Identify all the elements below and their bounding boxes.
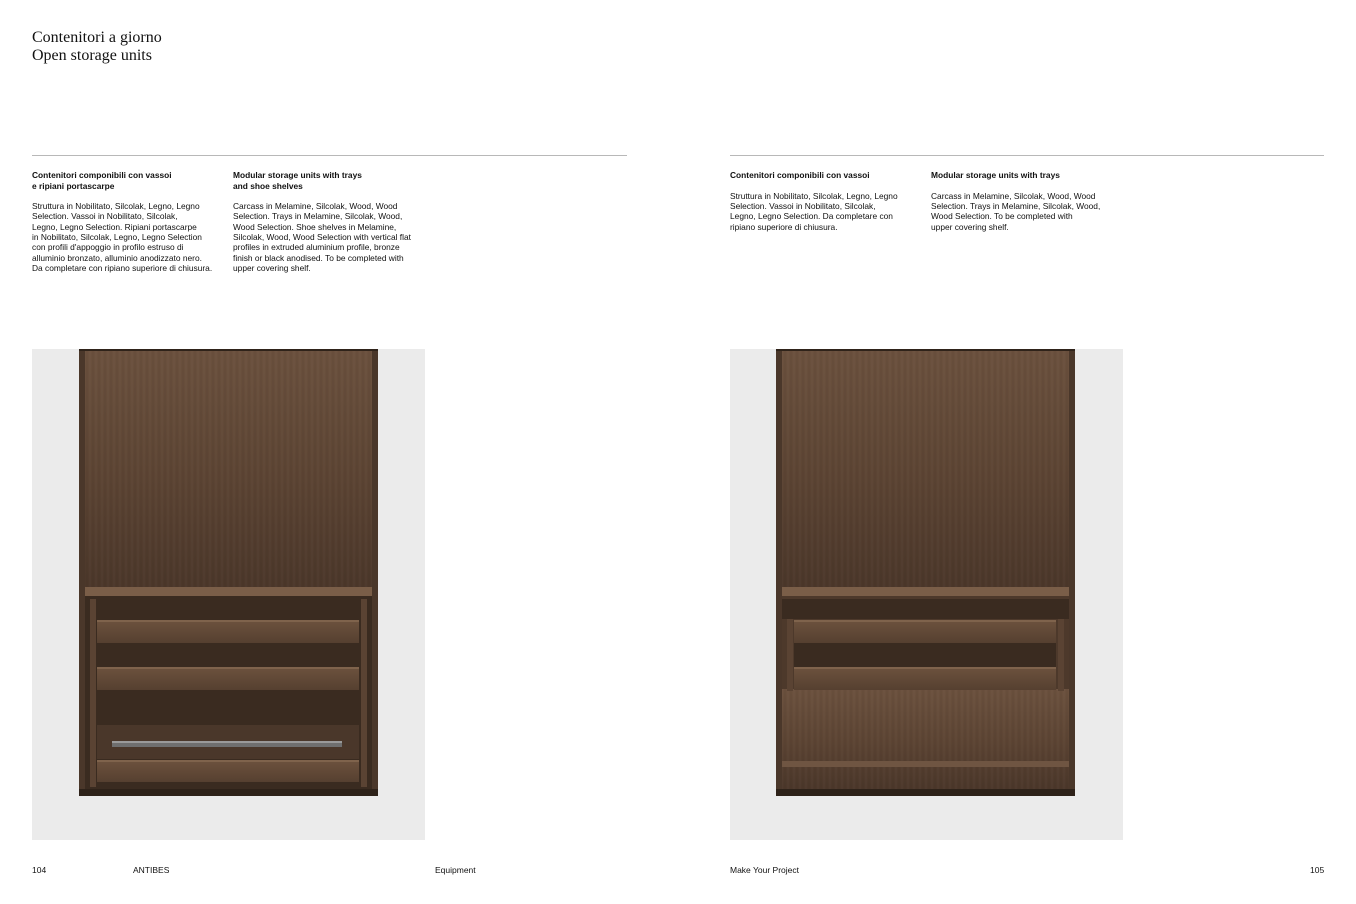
- right-italian-description: [730, 160, 925, 242]
- storage-unit-illustration: [730, 349, 1123, 840]
- left-english-description: [233, 160, 433, 284]
- page-number-right: 105: [1310, 865, 1325, 875]
- right-english-body: Carcass in Melamine, Silcolak, Wood, Wood Selection. Trays in Melamine, Silcolak, Wood, Wood Selection. To be completed with upper covering shelf.: [931, 190, 1101, 232]
- product-photo-trays-and-shoe-shelves: [32, 349, 425, 840]
- left-italian-body: Struttura in Nobilitato, Silcolak, Legno, Legno Selection. Vassoi in Nobilitato, Silcolak, Legno, Legno Selection. Ripiani portascarpe in Nobilitato, Silcolak, Legno, Legno Selection con profili d'appoggio in profilo estruso di alluminio bronzato, alluminio anodizzato nero. Da completare con ripiano superiore di chiusura.: [32, 201, 213, 273]
- divider-right: [730, 155, 1324, 156]
- title-english: Open storage units: [32, 47, 152, 64]
- left-english-body: Carcass in Melamine, Silcolak, Wood, Wood Selection. Trays in Melamine, Silcolak, Wood, Wood Selection. Shoe shelves in Melamine, Silcolak, Wood, Wood Selection with vertical flat profiles in extruded aluminium profile, bronze finish or black anodised. To be completed with upper covering shelf.: [233, 201, 411, 273]
- page-number-left: 104: [32, 865, 47, 875]
- storage-unit-illustration: [32, 349, 425, 840]
- right-english-description: [931, 160, 1131, 242]
- page-title: [32, 29, 162, 65]
- right-english-heading: Modular storage units with trays: [931, 170, 1060, 181]
- right-italian-body: Struttura in Nobilitato, Silcolak, Legno, Legno Selection. Vassoi in Nobilitato, Silcolak, Legno, Legno Selection. Da completare con ripiano superiore di chiusura.: [730, 190, 898, 232]
- product-photo-trays: [730, 349, 1123, 840]
- left-english-heading: Modular storage units with trays and shoe shelves: [233, 170, 362, 191]
- right-italian-heading: Contenitori componibili con vassoi: [730, 170, 870, 181]
- left-italian-heading: Contenitori componibili con vassoi e ripiani portascarpe: [32, 170, 172, 191]
- left-italian-description: [32, 160, 227, 284]
- brand-name: ANTIBES: [133, 865, 170, 875]
- divider-left: [32, 155, 627, 156]
- title-italian: Contenitori a giorno: [32, 29, 162, 46]
- section-name: Equipment: [435, 865, 476, 875]
- section-name-right: Make Your Project: [730, 865, 799, 875]
